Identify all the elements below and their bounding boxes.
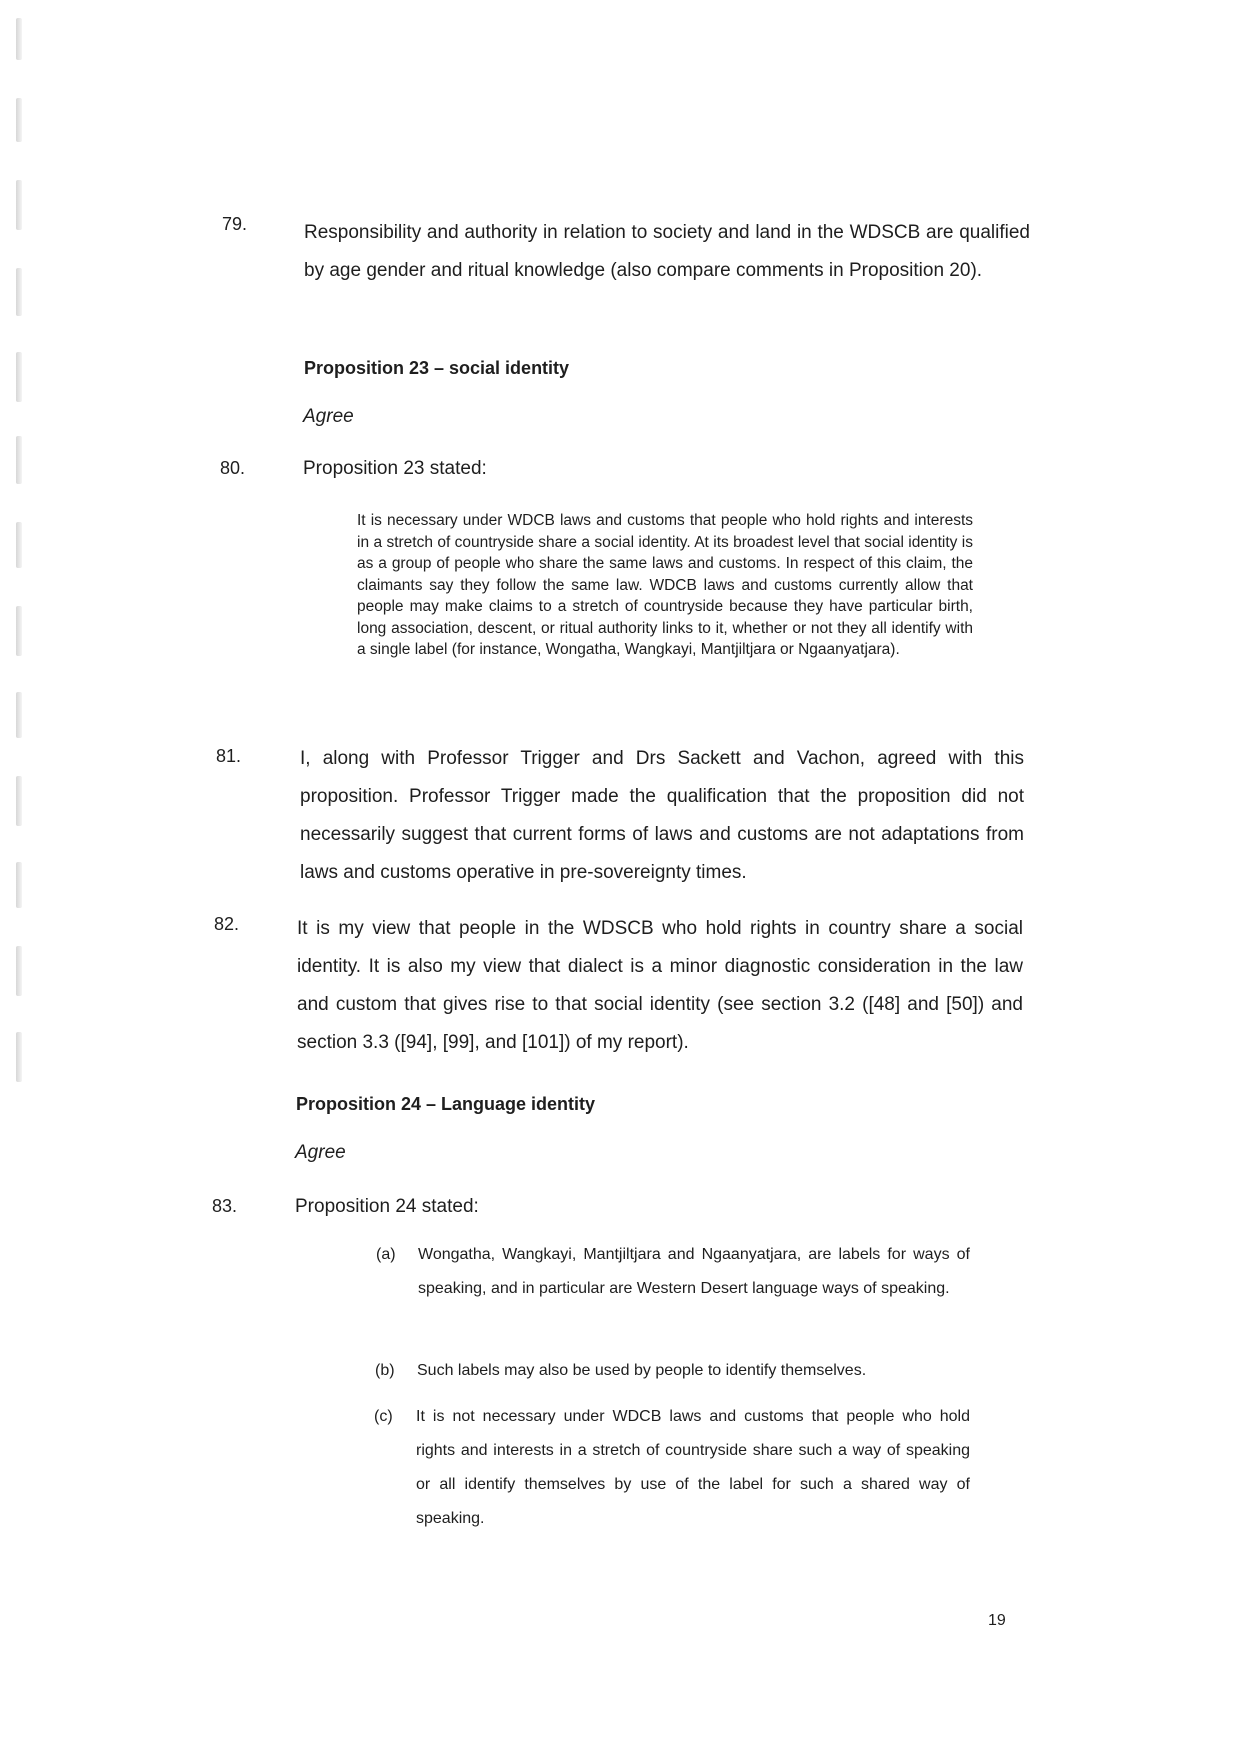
binding-mark (16, 776, 22, 826)
sub-item-letter: (c) (374, 1408, 393, 1425)
proposition-23-agree: Agree (303, 406, 354, 427)
sub-item-text: Such labels may also be used by people to identify themselves. (417, 1362, 867, 1379)
page-number: 19 (988, 1612, 1006, 1629)
paragraph-81: I, along with Professor Trigger and Drs Sackett and Vachon, agreed with this proposition. Professor Trigger made the qualification that the proposition did not necessarily suggest that current forms of laws and customs are not adaptations from laws and customs operative in pre-sovereignty times. (300, 748, 1024, 883)
proposition-24-heading: Proposition 24 – Language identity (296, 1094, 596, 1114)
proposition-23-quote: It is necessary under WDCB laws and customs that people who hold rights and interests in a stretch of countryside share a social identity. At its broadest level that social identity is as a group of people who share the same laws and customs. In respect of this claim, the claimants say they follow the same law. WDCB laws and customs currently allow that people may make claims to a stretch of countryside because they have particular birth, long association, descent, or ritual authority links to it, whether or not they all identify with a single label (for instance, Wongatha, Wangkayi, Mantjiltjara or Ngaanyatjara). (357, 512, 973, 658)
paragraph-number: 79. (222, 214, 248, 234)
paragraph-80: Proposition 23 stated: (303, 458, 487, 479)
binding-mark (16, 606, 22, 656)
sub-item-text: Wongatha, Wangkayi, Mantjiltjara and Ngaanyatjara, are labels for ways of speaking, and in particular are Western Desert language ways of speaking. (418, 1246, 970, 1297)
binding-mark (16, 522, 22, 568)
binding-mark (16, 1032, 22, 1082)
binding-mark (16, 98, 22, 142)
binding-mark (16, 18, 22, 60)
binding-mark (16, 352, 22, 402)
binding-mark (16, 692, 22, 738)
proposition-23-heading: Proposition 23 – social identity (304, 358, 570, 378)
binding-mark (16, 436, 22, 484)
paragraph-number: 80. (220, 458, 246, 478)
binding-mark (16, 180, 22, 230)
paragraph-number: 81. (216, 746, 242, 766)
paragraph-number: 82. (214, 914, 240, 934)
paragraph-82: It is my view that people in the WDSCB who hold rights in country share a social identity. It is also my view that dialect is a minor diagnostic consideration in the law and custom that gives rise to that social identity (see section 3.2 ([48] and [50]) and section 3.3 ([94], [99], and [101]) of my report). (297, 918, 1023, 1053)
paragraph-79: Responsibility and authority in relation to society and land in the WDSCB are qualified by age gender and ritual knowledge (also compare comments in Proposition 20). (304, 222, 1030, 281)
sub-item-letter: (b) (375, 1362, 395, 1379)
binding-mark (16, 268, 22, 316)
binding-mark (16, 862, 22, 908)
paragraph-number: 83. (212, 1196, 238, 1216)
binding-mark (16, 946, 22, 996)
proposition-24-agree: Agree (295, 1142, 346, 1163)
paragraph-83: Proposition 24 stated: (295, 1196, 479, 1217)
sub-item-letter: (a) (376, 1246, 396, 1263)
sub-item-text: It is not necessary under WDCB laws and customs that people who hold rights and interests in a stretch of countryside share such a way of speaking or all identify themselves by use of the label for such a shared way of speaking. (416, 1408, 970, 1527)
